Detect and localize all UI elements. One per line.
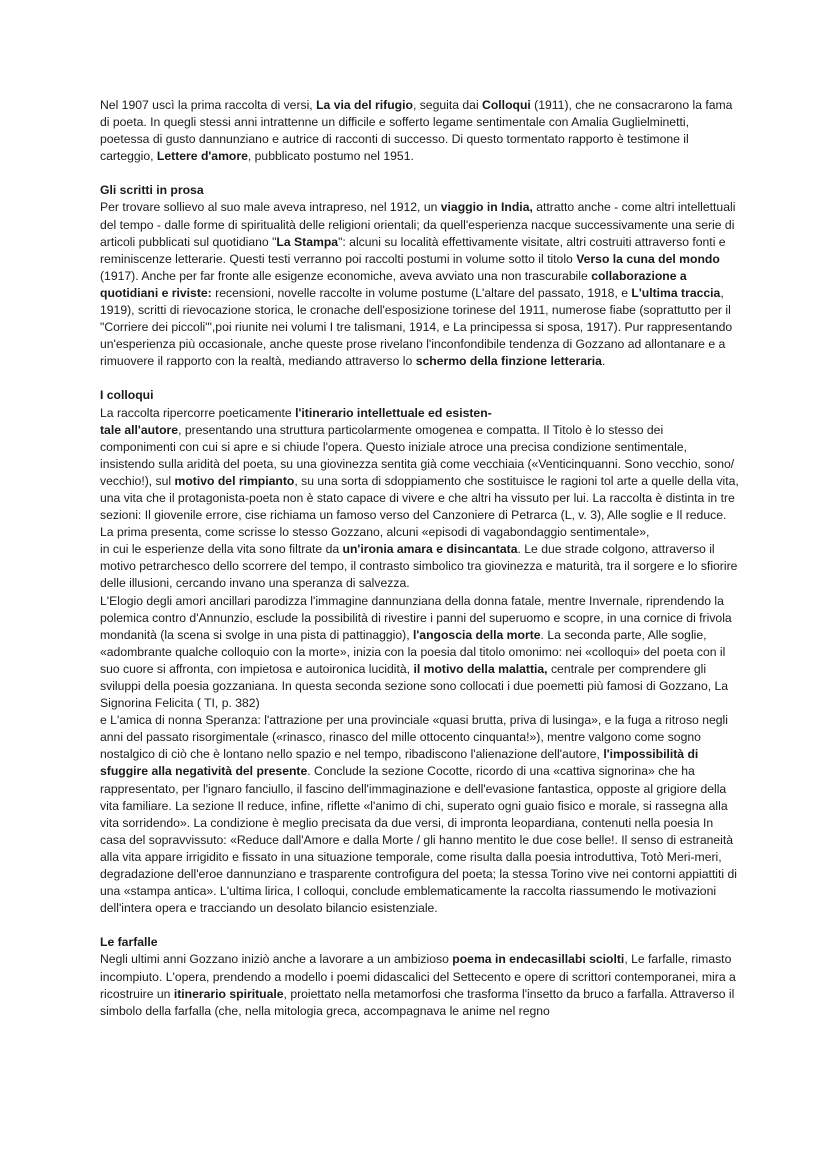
paragraph-gap: [100, 165, 740, 182]
bold-title: Colloqui: [482, 98, 531, 112]
section-heading-prosa: Gli scritti in prosa: [100, 183, 204, 198]
bold-title: Lettere d'amore: [156, 149, 248, 164]
paragraph-gap: [100, 370, 740, 387]
text-run: ": alcuni su località effettivamente visitate, altri costruiti attraverso fonti e reminiscenze letterarie. Questi testi verranno poi raccolti postumi in volume sotto il titolo: [100, 234, 726, 266]
bold-phrase: l'angoscia della morte: [413, 627, 541, 642]
text-run: . La seconda parte, Alle soglie, «adombrante qualche colloquio con la morte», inizia con la poesia dal titolo omonimo: nei «colloqui» del poeta con il suo cuore si affronta, con impietosa e autoironica lucidità,: [100, 627, 726, 676]
colloqui-paragraph: [100, 593, 740, 713]
bold-phrase: collaborazione a quotidiani e riviste:: [100, 268, 687, 300]
bold-phrase: poema in endecasillabi sciolti: [452, 952, 625, 967]
bold-phrase: tale all'autore: [100, 422, 179, 437]
farfalle-paragraph: [100, 951, 740, 1019]
text-run: , pubblicato postumo nel 1951.: [247, 149, 414, 164]
section-heading-farfalle: Le farfalle: [100, 935, 158, 950]
document-page: [100, 97, 740, 1020]
colloqui-paragraph: [100, 712, 740, 917]
text-run: . Le due strade colgono, attraverso il motivo petrarchesco dello scorrere del tempo, il contrasto simbolico tra giovinezza e maturità, tra il sorgere e lo sfiorire delle illusioni, cercando invano una speranza di salvezza.: [100, 542, 738, 591]
colloqui-paragraph: [100, 422, 740, 542]
text-run: , seguita dai: [412, 98, 483, 112]
text-run: , proiettato nella metamorfosi che trasforma l'insetto da bruco a farfalla. Attraverso il simbolo della farfalla (che, nella mitologia greca, accompagnava le anime nel regno: [100, 986, 735, 1018]
colloqui-line: [100, 405, 740, 422]
intro-paragraph: [100, 97, 740, 165]
section-heading-colloqui: I colloqui: [100, 388, 154, 403]
bold-phrase: l'impossibilità di sfuggire alla negatività del presente: [100, 747, 699, 779]
text-run: . Conclude la sezione Cocotte, ricordo di una «cattiva signorina» che ha rappresentato, per l'ignaro fanciullo, il fascino dell'immaginazione e dell'evasione fantastica, opposte al grigiore della vita familiare. La sezione Il reduce, infine, riflette «l'animo di chi, superato ogni guaio fisico e morale, si rassegna alla vita sorridendo». La condizione è meglio precisata da due versi, di impronta leopardiana, contenuti nella poesia In casa del sopravvissuto: «Reduce dall'Amore e dalla Morte / gli hanno mentito le due cose belle!. Il senso di estraneità alla vita appare irrigidito e fissato in una situazione temporale, come risulta dalla poesia introduttiva, Totò Meri-meri, degradazione dell'eroe dannunziano e trasparente controfigura del poeta; la stessa Torino vive nei contorni appiattiti di una «stampa antica». L'ultima lirica, I colloqui, conclude emblematicamente la raccolta riassumendo le motivazioni dell'intera opera e tracciando un desolato bilancio esistenziale.: [100, 764, 737, 916]
text-run: (1917). Anche per far fronte alle esigenze economiche, aveva avviato una non trascurabile: [100, 268, 592, 283]
text-run: , presentando una struttura particolarmente omogenea e compatta. Il Titolo è lo stesso dei componimenti con cui si apre e si chiude l'opera. Questo iniziale atroce una precisa condizione sentimentale, insistendo sulla aridità del poeta, su una giovinezza sentita già come vecchiaia («Venticinquanni. Sono vecchio, sono/ vecchio!), sul: [100, 422, 735, 488]
paragraph-gap: [100, 917, 740, 934]
bold-phrase: l'itinerario intellettuale ed esisten-: [295, 405, 492, 420]
text-run: centrale per comprendere gli sviluppi della poesia gozzaniana. In questa seconda sezione sono collocati i due poemetti più famosi di Gozzano, La Signorina Felicita ( TI, p. 382): [100, 661, 729, 711]
text-run: (1911), che ne consacrarono la fama di poeta. In quegli stessi anni intrattenne un difficile e sofferto legame sentimentale con Amalia Guglielminetti, poetessa di gusto dannunziano e autrice di racconti di successo. Di questo tormentato rapporto è testimone il carteggio,: [100, 98, 733, 164]
bold-phrase: La Stampa: [276, 234, 339, 249]
bold-phrase: viaggio in India,: [440, 200, 533, 215]
text-run: recensioni, novelle raccolte in volume postume (L'altare del passato, 1918, e: [211, 285, 632, 300]
text-run: Negli ultimi anni Gozzano iniziò anche a lavorare a un ambizioso: [100, 952, 453, 967]
bold-phrase: un'ironia amara e disincantata: [342, 542, 518, 557]
text-run: .: [601, 354, 606, 369]
colloqui-paragraph: [100, 541, 740, 592]
text-run: in cui le esperienze della vita sono filtrate da: [100, 542, 343, 557]
text-run: , su una sorta di sdoppiamento che sostituisce le ragioni tol arte a quelle della vita, una vita che il protagonista-poeta non è stato capace di vivere e che altri ha vissuto per lui. La raccolta è distinta in tre sezioni: Il giovenile errore, cise richiama un famoso verso del Canzoniere di Petrarca (L, v. 3), Alle soglie e Il reduce. La prima presenta, come scrisse lo stesso Gozzano, alcuni «episodi di vagabondaggio sentimentale»,: [100, 473, 739, 540]
text-run: , Le farfalle, rimasto incompiuto. L'opera, prendendo a modello i poemi didascalici del Settecento e opere di scrittori contemporanei, mira a ricostruire un: [100, 952, 736, 1001]
bold-phrase: Verso la cuna del mondo: [576, 251, 720, 266]
bold-title: La via del rifugio: [316, 98, 413, 112]
text-run: Nel 1907 uscì la prima raccolta di versi,: [100, 98, 317, 112]
text-run: L'Elogio degli amori ancillari parodizza l'immagine dannunziana della donna fatale, mentre Invernale, riprendendo la polemica contro d'Annunzio, esclude la possibilità di rivestire i panni del superuomo e scopre, in una cornice di frivola mondanità (la scena si svolge in una pista di pattinaggio),: [100, 593, 732, 642]
bold-phrase: il motivo della malattia,: [413, 661, 548, 676]
text-run: e L'amica di nonna Speranza: l'attrazione per una provinciale «quasi brutta, priva di lusinga», e la fuga a ritroso negli anni del passato risorgimentale («rinasco, rinasco del mille ottocento cinquanta!»), mentre valgono come sogno nostalgico di ciò che è lontano nello spazio e nel tempo, ribadiscono l'alienazione dell'autore,: [100, 713, 728, 762]
bold-phrase: L'ultima traccia: [631, 285, 721, 300]
text-run: Per trovare sollievo al suo male aveva intrapreso, nel 1912, un: [100, 200, 441, 215]
prosa-paragraph: [100, 199, 740, 370]
bold-phrase: motivo del rimpianto: [174, 473, 295, 488]
bold-phrase: itinerario spirituale: [173, 986, 284, 1001]
text-run: attratto anche - come altri intellettuali del tempo - dalle forme di spiritualità delle religioni orientali; da quell'esperienza nacque successivamente una serie di articoli pubblicati sul quotidiano ": [100, 200, 736, 249]
text-run: , 1919), scritti di rievocazione storica, le cronache dell'esposizione torinese del 1911, numerose fiabe (soprattutto per il "Corriere dei piccoli"',poi riunite nei volumi I tre talismani, 1914, e La principessa si sposa, 1917). Pur rappresentando un'esperienza più occasionale, anche queste prose rivelano l'inconfondibile tendenza di Gozzano ad allontanare e a rimuovere il rapporto con la realtà, mediando attraverso lo: [100, 285, 733, 369]
text-run: La raccolta ripercorre poeticamente: [100, 405, 296, 420]
bold-phrase: schermo della finzione letteraria: [415, 354, 602, 369]
